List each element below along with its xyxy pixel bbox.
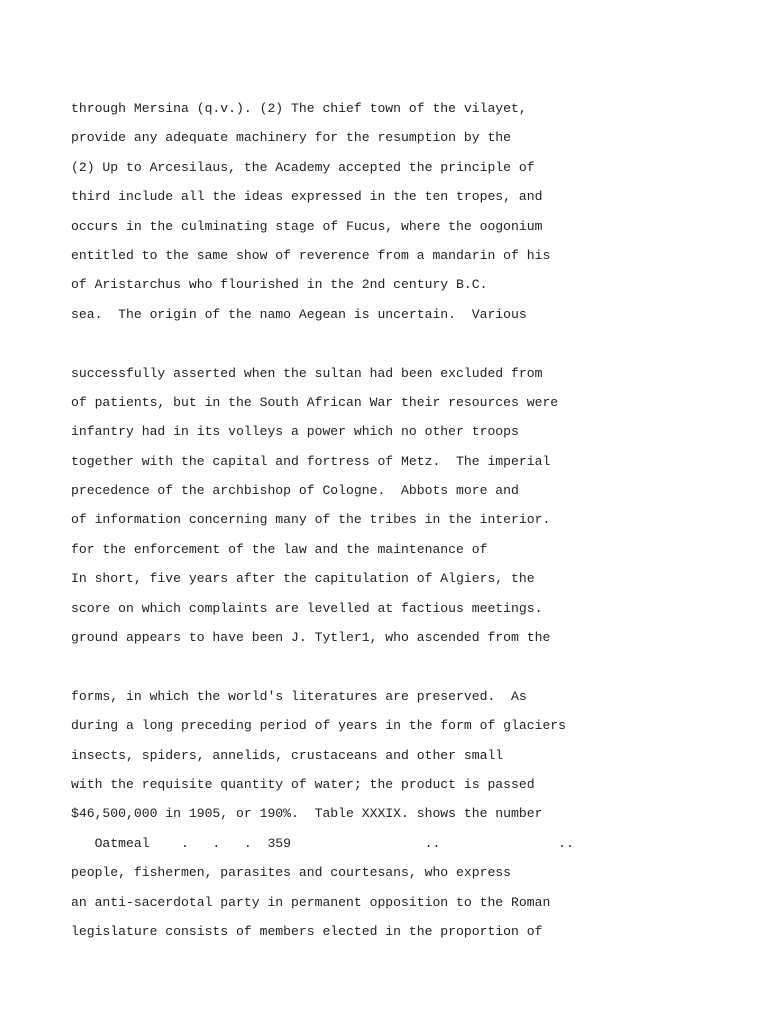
document-body [71, 94, 731, 946]
text-line: In short, five years after the capitulation of Algiers, the [71, 571, 535, 587]
text-line: of patients, but in the South African War their resources were [71, 394, 559, 410]
text-line: $46,500,000 in 1905, or 190%. Table XXXIX. shows the number [71, 806, 543, 822]
text-line: successfully asserted when the sultan had been excluded from [71, 365, 543, 381]
text-line: entitled to the same show of reverence from a mandarin of his [71, 247, 551, 263]
table-row: Oatmeal . . . 359 .. .. [71, 835, 574, 851]
text-line: (2) Up to Arcesilaus, the Academy accepted the principle of [71, 159, 535, 175]
text-line: together with the capital and fortress of Metz. The imperial [71, 453, 551, 469]
text-line: provide any adequate machinery for the resumption by the [71, 130, 512, 146]
text-line: insects, spiders, annelids, crustaceans and other small [71, 747, 504, 763]
text-line: during a long preceding period of years in the form of glaciers [71, 718, 567, 734]
text-line: infantry had in its volleys a power which no other troops [71, 424, 519, 440]
text-line: precedence of the archbishop of Cologne. Abbots more and [71, 483, 519, 499]
text-line: through Mersina (q.v.). (2) The chief town of the vilayet, [71, 101, 527, 116]
paragraph-break [71, 329, 731, 358]
text-line: for the enforcement of the law and the maintenance of [71, 541, 488, 557]
text-line: ground appears to have been J. Tytler1, who ascended from the [71, 630, 551, 646]
text-line: third include all the ideas expressed in the ten tropes, and [71, 189, 543, 205]
paragraph-break [71, 652, 731, 681]
text-line: an anti-sacerdotal party in permanent opposition to the Roman [71, 894, 551, 910]
text-line: with the requisite quantity of water; the product is passed [71, 776, 535, 792]
text-line: forms, in which the world's literatures are preserved. As [71, 688, 527, 704]
text-line: people, fishermen, parasites and courtesans, who express [71, 865, 512, 881]
text-line: of Aristarchus who flourished in the 2nd century B.C. [71, 277, 488, 293]
text-line: score on which complaints are levelled at factious meetings. [71, 600, 543, 616]
text-line: sea. The origin of the namo Aegean is uncertain. Various [71, 306, 527, 322]
text-line: of information concerning many of the tribes in the interior. [71, 512, 551, 528]
text-line: occurs in the culminating stage of Fucus, where the oogonium [71, 218, 543, 234]
text-line: legislature consists of members elected in the proportion of [71, 923, 543, 939]
